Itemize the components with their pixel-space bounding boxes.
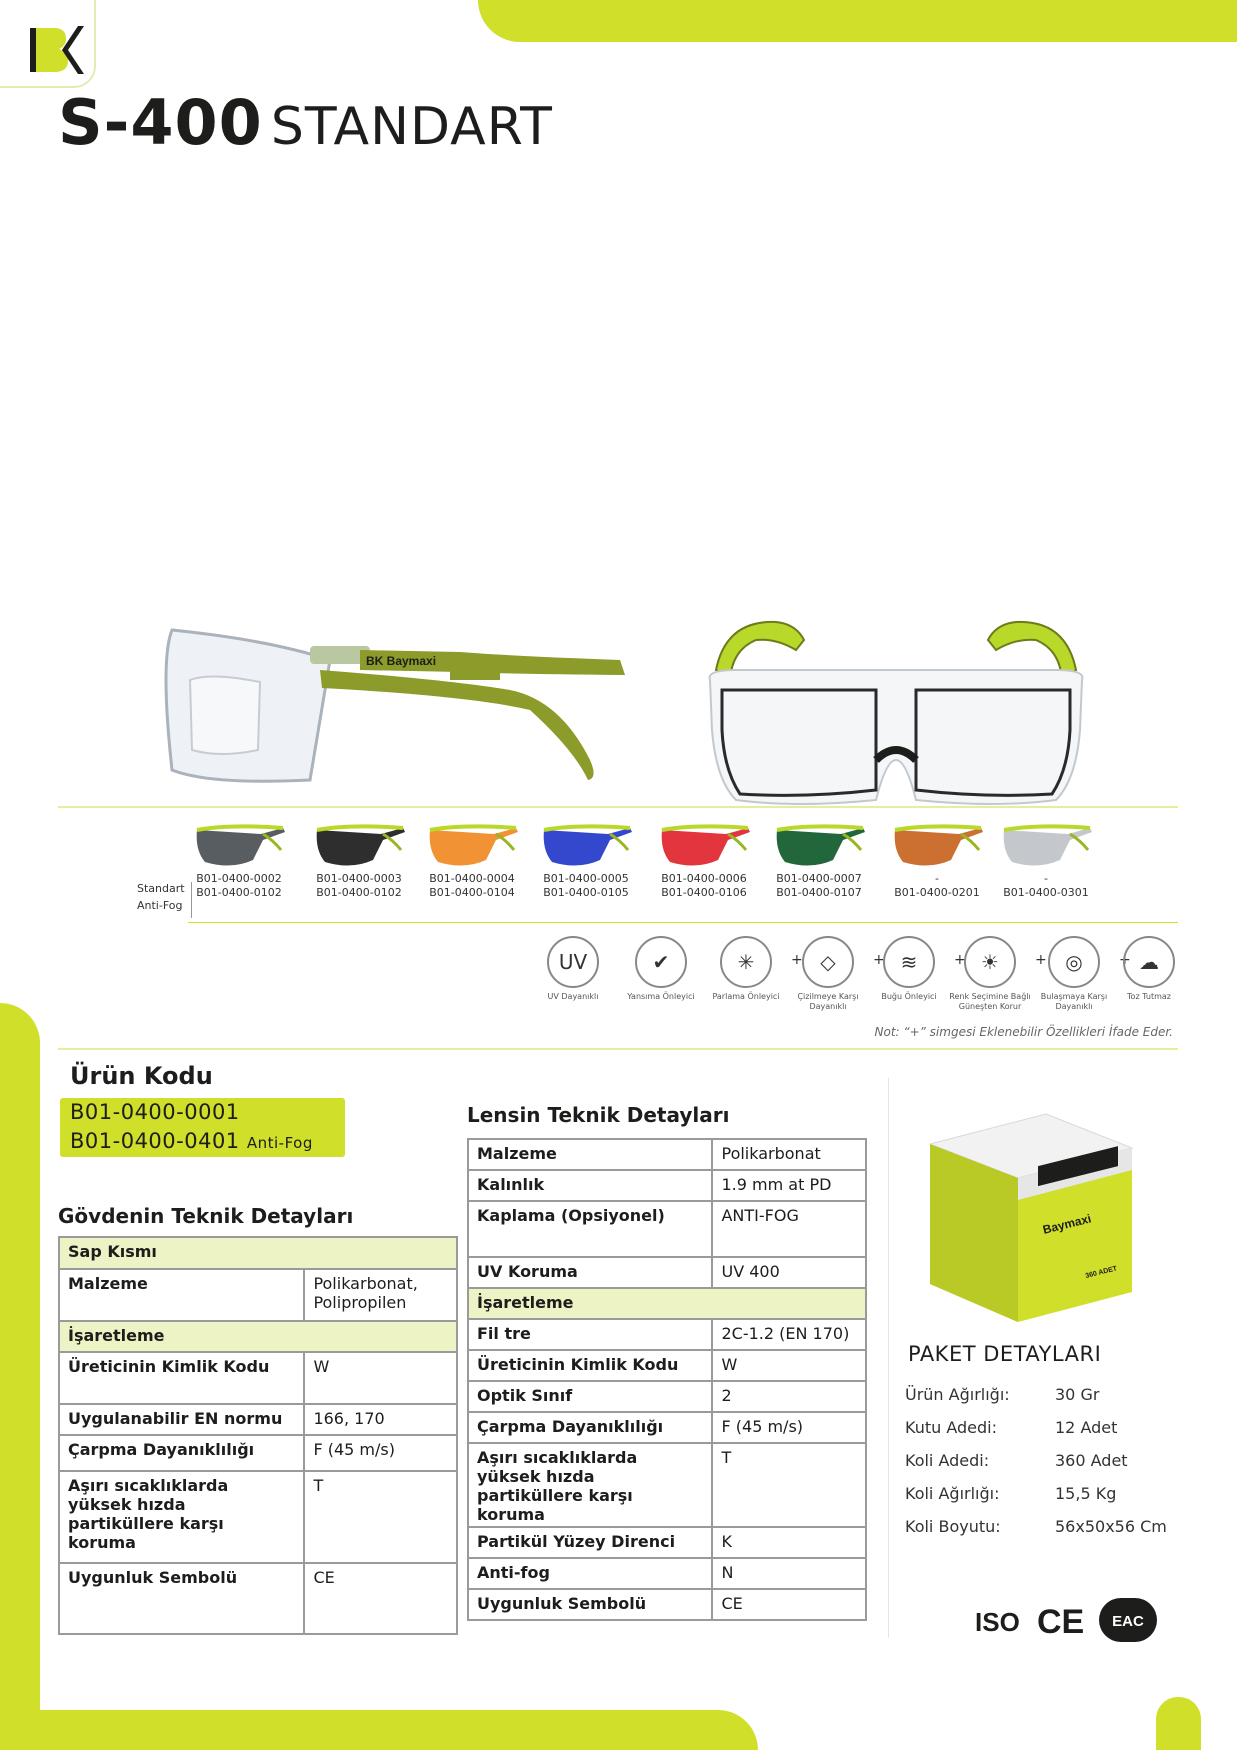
feature-label: Parlama Önleyici [712,992,780,1001]
variant-item [417,820,527,900]
package-box-brand: Baymaxi [1041,1211,1093,1237]
top-accent-band [478,0,1237,42]
package-detail-row [905,1385,1100,1404]
table-row [59,1321,457,1352]
variant-code-standard: - [935,872,939,885]
variant-code-standard: B01-0400-0005 [543,872,629,885]
variant-code-antifog: B01-0400-0102 [196,886,282,899]
table-cell-key: Uygulanabilir EN normu [59,1404,304,1435]
table-row [468,1201,866,1257]
variant-glasses-thumbnail [771,820,867,872]
table-row [59,1471,457,1563]
bottom-accent-band [0,1710,758,1750]
table-cell-value: F (45 m/s) [712,1412,866,1443]
table-row [468,1527,866,1558]
table-cell-value: W [712,1350,866,1381]
column-divider [888,1078,889,1638]
variant-glasses-thumbnail [889,820,985,872]
package-box-count: 360 ADET [1084,1265,1118,1280]
package-detail-key: Koli Adedi: [905,1451,990,1470]
table-row [468,1558,866,1589]
variant-code-standard: - [1044,872,1048,885]
variant-code-antifog: B01-0400-0107 [776,886,862,899]
variant-row-label-antifog: Anti-Fog [137,899,183,912]
table-row [59,1404,457,1435]
package-detail-value: 15,5 Kg [1055,1484,1117,1503]
table-cell-key: Optik Sınıf [468,1381,712,1412]
plus-sign: + [791,952,803,968]
feature-label: Yansıma Önleyici [627,992,695,1001]
table-cell-value: T [304,1471,457,1563]
package-detail-value: 30 Gr [1055,1385,1100,1404]
model-name: S-400 [58,86,263,159]
variant-code-standard: B01-0400-0006 [661,872,747,885]
table-cell-value: N [712,1558,866,1589]
certification-marks [975,1592,1161,1648]
product-side-view-image [150,600,670,800]
table-cell-value: 2 [712,1381,866,1412]
brand-logo [0,0,96,88]
table-cell-key: Kaplama (Opsiyonel) [468,1201,712,1257]
package-detail-value: 12 Adet [1055,1418,1118,1437]
feature-label: UV Dayanıklı [547,992,599,1001]
model-variant: STANDART [270,97,553,157]
plus-sign: + [1035,952,1047,968]
variant-code-standard: B01-0400-0003 [316,872,402,885]
table-row [468,1319,866,1350]
variant-glasses-thumbnail [998,820,1094,872]
anti-reflection-icon: ✔ [635,936,687,988]
variant-item [184,820,294,900]
table-cell-key: Çarpma Dayanıklılığı [468,1412,712,1443]
package-box-image [926,1108,1136,1326]
fingerprint-icon: ◎ [1048,936,1100,988]
lens-specs-table [467,1138,867,1621]
table-cell-value: UV 400 [712,1257,866,1288]
table-row [468,1589,866,1620]
feature-item [947,936,1033,1012]
plus-sign: + [873,952,885,968]
variant-code-standard: B01-0400-0004 [429,872,515,885]
feature-label: Çizilmeye Karşı Dayanıklı [797,992,859,1011]
divider [188,922,1178,923]
table-cell-value: ANTI-FOG [712,1201,866,1257]
table-row [59,1237,457,1269]
product-code-heading: Ürün Kodu [70,1062,213,1090]
variant-code-antifog: B01-0400-0201 [894,886,980,899]
ce-mark: CE [1037,1603,1085,1641]
feature-item [1031,936,1117,1012]
svg-text:EAC: EAC [1112,1613,1144,1630]
corner-accent-tab [1156,1697,1201,1750]
table-cell-key: Çarpma Dayanıklılığı [59,1435,304,1471]
package-detail-row [905,1484,1117,1503]
variant-item [991,820,1101,900]
table-row [468,1139,866,1170]
table-row [468,1443,866,1527]
table-cell-value: 2C-1.2 (EN 170) [712,1319,866,1350]
features-note: Not: “+” simgesi Eklenebilir Özellikleri İfade Eder. [874,1025,1173,1039]
eac-mark [1099,1598,1157,1642]
table-cell-key: Uygunluk Sembolü [468,1589,712,1620]
table-row [468,1257,866,1288]
variant-code-antifog: B01-0400-0105 [543,886,629,899]
feature-label: Buğu Önleyici [881,992,937,1001]
diamond-icon: ◇ [802,936,854,988]
feature-item [785,936,871,1012]
svg-text:BK Baymaxi: BK Baymaxi [366,654,437,668]
package-detail-row [905,1418,1118,1437]
table-cell-value: CE [712,1589,866,1620]
body-specs-heading: Gövdenin Teknik Detayları [58,1204,354,1228]
table-cell-value: W [304,1352,457,1404]
package-detail-key: Kutu Adedi: [905,1418,997,1437]
table-cell-key: Partikül Yüzey Direnci [468,1527,712,1558]
variant-code-standard: B01-0400-0007 [776,872,862,885]
table-cell-key: Malzeme [468,1139,712,1170]
table-row [468,1170,866,1201]
variant-item [304,820,414,900]
lens-specs-heading: Lensin Teknik Detayları [467,1103,730,1127]
feature-label: Bulaşmaya Karşı Dayanıklı [1040,992,1108,1011]
table-cell-key: Anti-fog [468,1558,712,1589]
table-cell-key: Uygunluk Sembolü [59,1563,304,1634]
feature-label: Toz Tutmaz [1127,992,1171,1001]
table-cell-value: F (45 m/s) [304,1435,457,1471]
table-cell-value: 166, 170 [304,1404,457,1435]
anti-glare-icon: ✳ [720,936,772,988]
package-detail-row [905,1517,1167,1536]
variant-code-antifog: B01-0400-0301 [1003,886,1089,899]
page-title [58,84,553,166]
table-cell-key: Aşırı sıcaklıklarda yüksek hızda partiküllere karşı koruma [59,1471,304,1563]
table-row [59,1563,457,1634]
divider [58,806,1178,808]
variant-code-antifog: B01-0400-0102 [316,886,402,899]
table-row [59,1269,457,1321]
package-detail-key: Koli Boyutu: [905,1517,1001,1536]
anti-fog-icon: ≋ [883,936,935,988]
table-cell-value: K [712,1527,866,1558]
variant-code-standard: B01-0400-0002 [196,872,282,885]
product-code-box [60,1098,345,1157]
variant-code-antifog: B01-0400-0104 [429,886,515,899]
variant-item [764,820,874,900]
variant-row-label-standard: Standart [137,882,185,895]
variant-glasses-thumbnail [538,820,634,872]
variant-glasses-thumbnail [191,820,287,872]
table-cell-value: Polikarbonat [712,1139,866,1170]
iso-mark: ISO [975,1607,1020,1637]
table-section-header: İşaretleme [59,1321,457,1352]
table-cell-key: Üreticinin Kimlik Kodu [59,1352,304,1404]
table-section-header: Sap Kısmı [59,1237,457,1269]
feature-item [703,936,789,1002]
variant-item [882,820,992,900]
table-row [468,1412,866,1443]
package-detail-value: 360 Adet [1055,1451,1128,1470]
table-section-header: İşaretleme [468,1288,866,1319]
divider [58,1048,1178,1050]
table-cell-value: T [712,1443,866,1527]
uv-protection-icon: UV [547,936,599,988]
table-row [59,1352,457,1404]
package-detail-key: Koli Ağırlığı: [905,1484,1000,1503]
table-row [468,1350,866,1381]
variant-item [531,820,641,900]
variant-glasses-thumbnail [424,820,520,872]
package-detail-key: Ürün Ağırlığı: [905,1385,1010,1404]
feature-label: Renk Seçimine Bağlı Güneşten Korur [949,992,1031,1011]
table-cell-value: CE [304,1563,457,1634]
variant-glasses-thumbnail [656,820,752,872]
package-detail-row [905,1451,1128,1470]
feature-item [866,936,952,1002]
variant-glasses-thumbnail [311,820,407,872]
body-specs-table [58,1236,458,1635]
table-cell-key: Üreticinin Kimlik Kodu [468,1350,712,1381]
product-code-antifog: B01-0400-0401 Anti-Fog [70,1129,313,1153]
table-cell-value: Polikarbonat, Polipropilen [304,1269,457,1321]
product-front-view-image [696,610,1096,810]
feature-item [530,936,616,1002]
table-cell-key: Fil tre [468,1319,712,1350]
table-cell-value: 1.9 mm at PD [712,1170,866,1201]
package-details-heading: PAKET DETAYLARI [908,1342,1102,1366]
table-row [468,1381,866,1412]
dust-cloud-icon: ☁ [1123,936,1175,988]
table-cell-key: Kalınlık [468,1170,712,1201]
table-cell-key: Aşırı sıcaklıklarda yüksek hızda partiküllere karşı koruma [468,1443,712,1527]
variant-item [649,820,759,900]
feature-item [618,936,704,1002]
table-cell-key: UV Koruma [468,1257,712,1288]
table-cell-key: Malzeme [59,1269,304,1321]
plus-sign: + [954,952,966,968]
table-row [468,1288,866,1319]
product-code-standard: B01-0400-0001 [70,1100,240,1124]
variant-code-antifog: B01-0400-0106 [661,886,747,899]
plus-sign: + [1119,952,1131,968]
left-accent-band [0,1003,40,1750]
table-row [59,1435,457,1471]
sun-icon: ☀ [964,936,1016,988]
feature-item [1106,936,1192,1002]
package-detail-value: 56x50x56 Cm [1055,1517,1167,1536]
